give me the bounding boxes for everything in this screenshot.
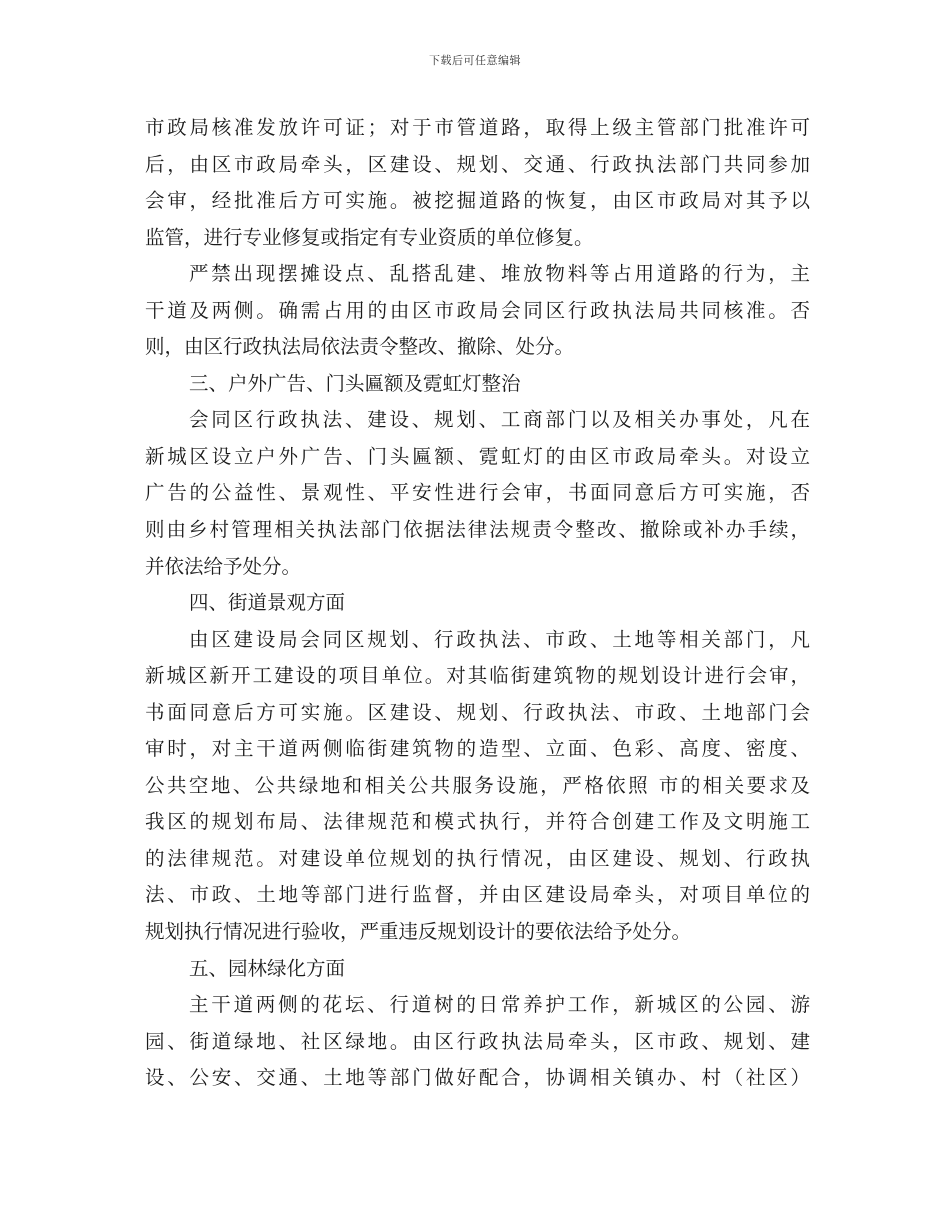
text-line: 由区建设局会同区规划、行政执法、市政、土地等相关部门，凡 <box>189 627 810 651</box>
text-line: 市政局核准发放许可证；对于市管道路，取得上级主管部门批准许可 <box>145 116 810 139</box>
text-line: 公共空地、公共绿地和相关公共服务设施，严格依照 市的相关要求及 <box>145 773 810 797</box>
text-line: 四、街道景观方面 <box>189 591 346 615</box>
text-line: 广告的公益性、景观性、平安性进行会审，书面同意后方可实施，否 <box>145 481 810 505</box>
text-line: 书面同意后方可实施。区建设、规划、行政执法、市政、土地部门会 <box>145 700 810 724</box>
text-line: 并依法给予处分。 <box>145 554 302 578</box>
text-line: 五、园林绿化方面 <box>189 956 346 980</box>
text-line: 后，由区市政局牵头，区建设、规划、交通、行政执法部门共同参加 <box>145 152 810 176</box>
text-line: 审时，对主干道两侧临街建筑物的造型、立面、色彩、高度、密度、 <box>145 737 810 761</box>
text-line: 会审，经批准后方可实施。被挖掘道路的恢复，由区市政局对其予以 <box>145 189 810 213</box>
text-line: 会同区行政执法、建设、规划、工商部门以及相关办事处，凡在 <box>189 408 810 432</box>
text-line: 我区的规划布局、法律规范和模式执行，并符合创建工作及文明施工 <box>145 810 810 834</box>
document-body <box>145 110 810 1097</box>
text-line: 规划执行情况进行验收，严重违反规划设计的要依法给予处分。 <box>145 920 692 944</box>
text-line: 设、公安、交通、土地等部门做好配合，协调相关镇办、村（社区） <box>145 1066 810 1090</box>
text-line: 则，由区行政执法局依法责令整改、撤除、处分。 <box>145 335 575 359</box>
page-header: 下载后可任意编辑 <box>429 54 521 67</box>
text-line: 则由乡村管理相关执法部门依据法律法规责令整改、撤除或补办手续， <box>145 518 810 542</box>
text-line: 三、户外广告、门头匾额及霓虹灯整治 <box>189 371 521 395</box>
text-line: 严禁出现摆摊设点、乱搭乱建、堆放物料等占用道路的行为，主 <box>189 262 810 286</box>
text-line: 园、街道绿地、社区绿地。由区行政执法局牵头，区市政、规划、建 <box>145 1029 810 1053</box>
text-line: 监管，进行专业修复或指定有专业资质的单位修复。 <box>145 225 594 249</box>
text-line: 法、市政、土地等部门进行监督，并由区建设局牵头，对项目单位的 <box>145 883 810 907</box>
text-line: 干道及两侧。确需占用的由区市政局会同区行政执法局共同核准。否 <box>145 298 810 322</box>
text-line: 主干道两侧的花坛、行道树的日常养护工作，新城区的公园、游 <box>189 993 810 1017</box>
text-line: 新城区设立户外广告、门头匾额、霓虹灯的由区市政局牵头。对设立 <box>145 444 810 468</box>
text-line: 的法律规范。对建设单位规划的执行情况，由区建设、规划、行政执 <box>145 846 810 870</box>
text-line: 新城区新开工建设的项目单位。对其临街建筑物的规划设计进行会审， <box>145 664 810 688</box>
